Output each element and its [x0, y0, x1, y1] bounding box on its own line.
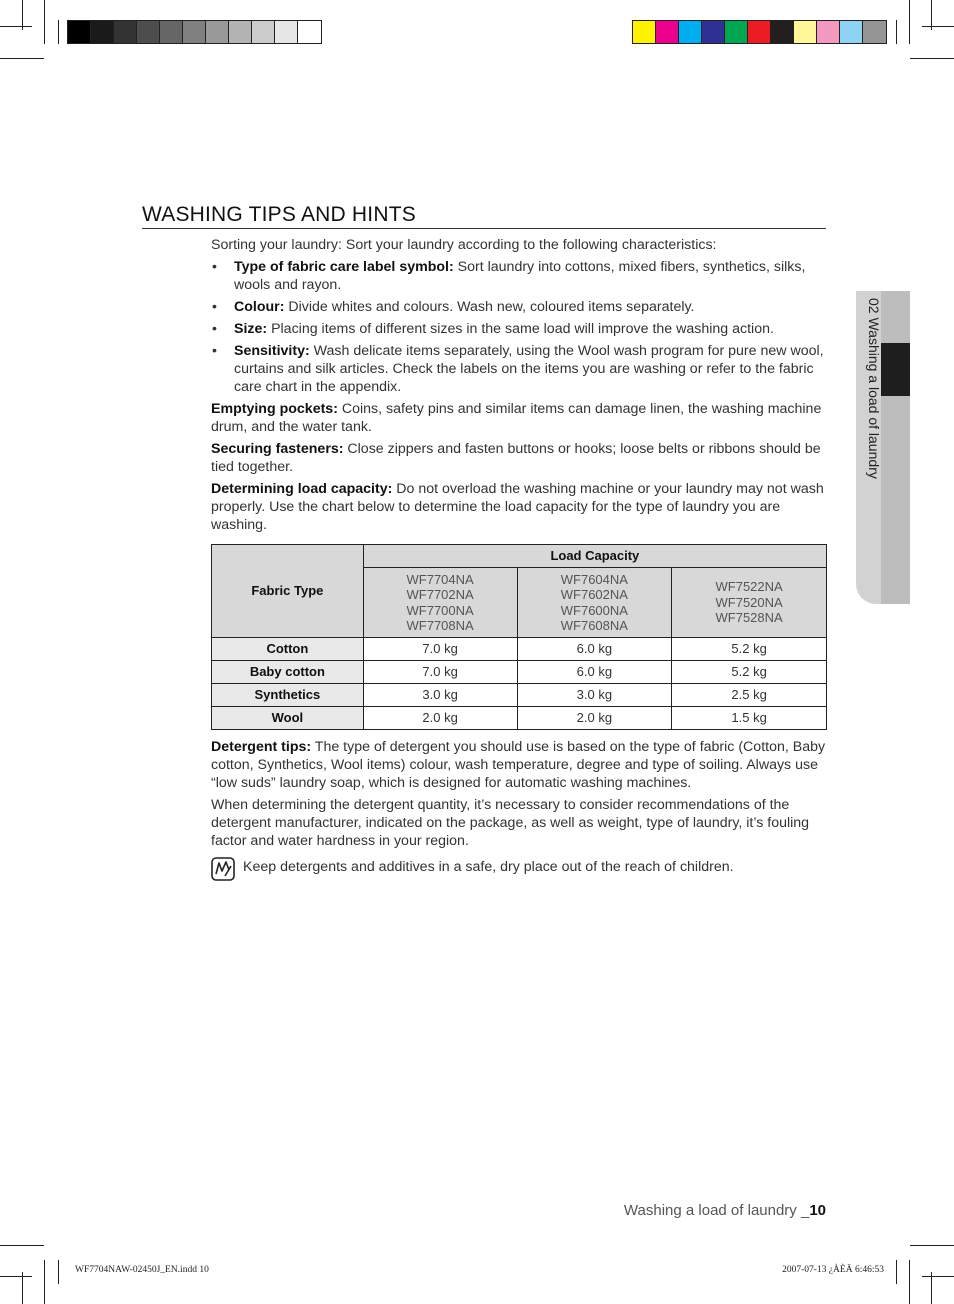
- load-capacity-header: Load Capacity: [363, 545, 826, 568]
- footer-text: Washing a load of laundry _: [623, 1202, 810, 1219]
- tip-paragraph: [211, 440, 829, 476]
- fabric-cell: Wool: [212, 707, 364, 730]
- crop-mark: [0, 26, 32, 27]
- crop-mark: [0, 1245, 44, 1246]
- slug-timestamp: 2007-07-13 ¿ÀÈÄ 6:46:53: [782, 1265, 884, 1275]
- crop-mark: [910, 58, 954, 59]
- gray-swatch: [68, 21, 91, 43]
- crop-mark: [0, 58, 44, 59]
- crop-mark: [896, 1260, 897, 1284]
- color-swatch: [817, 21, 840, 43]
- capacity-cell: 2.0 kg: [363, 707, 517, 730]
- bullet-dot: •: [212, 259, 217, 275]
- grayscale-color-bar: [67, 20, 322, 44]
- chapter-tab-marker: [881, 343, 910, 396]
- gray-swatch: [160, 21, 183, 43]
- tip-text: Do not overload the washing machine or your laundry may not wash properly. Use the chart below to determine the load capacity for the type of laundry you are washing.: [211, 481, 824, 533]
- capacity-cell: 7.0 kg: [363, 661, 517, 684]
- crop-mark: [931, 1272, 932, 1304]
- bullet-label: Size:: [234, 321, 268, 337]
- slug-file-info: WF7704NAW-02450J_EN.indd 10: [75, 1265, 209, 1275]
- load-capacity-table: [211, 544, 827, 730]
- model-group-cell: [517, 568, 672, 638]
- capacity-cell: 1.5 kg: [672, 707, 827, 730]
- chapter-tab-strip: [881, 291, 910, 604]
- sorting-list: [211, 258, 829, 396]
- detergent-tips-text: The type of detergent you should use is based on the type of fabric (Cotton, Baby cotton, Synthetics, Wool items) colour, wash temperature, degree and type of soiling. Always use “low suds” laundry soap, which is designed for automatic washing machines.: [211, 739, 826, 791]
- page-title: WASHING TIPS AND HINTS: [142, 203, 416, 226]
- color-swatch: [725, 21, 748, 43]
- crop-mark: [922, 26, 954, 27]
- capacity-cell: 3.0 kg: [363, 684, 517, 707]
- bullet-text: Divide whites and colours. Wash new, coloured items separately.: [284, 299, 695, 315]
- bullet-text: Placing items of different sizes in the same load will improve the washing action.: [267, 321, 774, 337]
- crop-mark: [931, 0, 932, 30]
- crop-mark: [58, 20, 59, 44]
- page-footer: [624, 1202, 826, 1219]
- model-number: WF7608NA: [560, 618, 628, 633]
- intro-text: Sorting your laundry: Sort your laundry according to the following characteristics:: [211, 237, 717, 253]
- bullet-dot: •: [212, 299, 217, 315]
- tip-paragraph: [211, 480, 829, 534]
- bullet-text: Sort laundry into cottons, mixed fibers, synthetics, silks, wools and rayon.: [234, 259, 806, 293]
- main-content: [211, 236, 829, 854]
- capacity-cell: 5.2 kg: [672, 638, 827, 661]
- crop-mark: [44, 0, 45, 44]
- model-number: WF7602NA: [560, 587, 628, 602]
- crop-mark: [22, 0, 23, 30]
- model-number: WF7708NA: [406, 618, 474, 633]
- table-row: [212, 638, 827, 661]
- model-number: WF7520NA: [715, 594, 783, 610]
- capacity-cell: 5.2 kg: [672, 661, 827, 684]
- tip-paragraph: [211, 400, 829, 436]
- color-swatch: [863, 21, 886, 43]
- fabric-cell: Baby cotton: [212, 661, 364, 684]
- model-number: WF7528NA: [715, 610, 783, 626]
- table-row: [212, 707, 827, 730]
- crop-mark: [922, 1276, 954, 1277]
- color-swatch: [633, 21, 656, 43]
- detergent-tips-label: Detergent tips:: [211, 739, 312, 755]
- gray-swatch: [206, 21, 229, 43]
- tips-paragraphs: [211, 400, 829, 534]
- crop-mark: [0, 1276, 32, 1277]
- capacity-cell: 2.5 kg: [672, 684, 827, 707]
- note-text: Keep detergents and additives in a safe, dry place out of the reach of children.: [243, 859, 734, 875]
- capacity-cell: 6.0 kg: [517, 638, 672, 661]
- gray-swatch: [137, 21, 160, 43]
- model-group-cell: [672, 568, 827, 638]
- detergent-tips: [211, 738, 829, 792]
- color-swatch: [679, 21, 702, 43]
- capacity-cell: 2.0 kg: [517, 707, 672, 730]
- gray-swatch: [91, 21, 114, 43]
- color-swatch: [656, 21, 679, 43]
- crop-mark: [909, 0, 910, 44]
- capacity-cell: 6.0 kg: [517, 661, 672, 684]
- tip-text: Close zippers and fasten buttons or hooks; loose belts or ribbons should be tied together.: [211, 441, 821, 475]
- sorting-list-item: [211, 320, 829, 338]
- sorting-list-item: [211, 298, 829, 316]
- fabric-type-header: Fabric Type: [212, 545, 364, 638]
- color-swatch: [748, 21, 771, 43]
- bullet-label: Type of fabric care label symbol:: [234, 259, 454, 275]
- gray-swatch: [298, 21, 321, 43]
- table-row: [212, 684, 827, 707]
- chapter-tab-label: 02 Washing a load of laundry: [866, 298, 882, 479]
- model-group-cell: [363, 568, 517, 638]
- gray-swatch: [183, 21, 206, 43]
- model-number: WF7600NA: [560, 602, 628, 618]
- fabric-cell: Cotton: [212, 638, 364, 661]
- bullet-label: Colour:: [234, 299, 285, 315]
- color-swatch: [840, 21, 863, 43]
- note-icon: [211, 857, 235, 881]
- color-swatch: [702, 21, 725, 43]
- capacity-cell: 3.0 kg: [517, 684, 672, 707]
- bullet-dot: •: [212, 343, 217, 359]
- crop-mark: [58, 1260, 59, 1284]
- tip-text: Coins, safety pins and similar items can damage linen, the washing machine drum, and the water tank.: [211, 401, 822, 435]
- fabric-cell: Synthetics: [212, 684, 364, 707]
- model-number: WF7522NA: [715, 579, 783, 595]
- crop-mark: [44, 1260, 45, 1304]
- table-body: [212, 638, 827, 730]
- crop-mark: [22, 1272, 23, 1304]
- model-number: WF7702NA: [406, 587, 474, 602]
- gray-swatch: [252, 21, 275, 43]
- bullet-dot: •: [212, 321, 217, 337]
- crop-mark: [909, 1260, 910, 1304]
- bullet-text: Wash delicate items separately, using the Wool wash program for pure new wool, curtains and silk articles. Check the labels on the items you are washing or refer to the fabric care chart in the appendix.: [234, 343, 824, 395]
- sorting-list-item: [211, 342, 829, 396]
- crop-mark: [910, 1245, 954, 1246]
- gray-swatch: [275, 21, 298, 43]
- crop-mark: [896, 20, 897, 44]
- page-number: 10: [809, 1202, 826, 1219]
- sorting-list-item: [211, 258, 829, 294]
- tip-label: Securing fasteners:: [211, 441, 344, 457]
- color-swatch: [771, 21, 794, 43]
- process-color-bar: [632, 20, 887, 44]
- tip-label: Determining load capacity:: [211, 481, 393, 497]
- model-number: WF7704NA: [406, 571, 474, 587]
- model-number: WF7700NA: [406, 602, 474, 618]
- model-number: WF7604NA: [560, 571, 628, 587]
- gray-swatch: [229, 21, 252, 43]
- color-swatch: [794, 21, 817, 43]
- tip-label: Emptying pockets:: [211, 401, 338, 417]
- table-row: [212, 661, 827, 684]
- detergent-quantity-text: When determining the detergent quantity, it’s necessary to consider recommendations of the detergent manufacturer, indicated on the package, as well as weight, type of laundry, it’s fouling factor and water hardness in your region.: [211, 797, 810, 849]
- title-underline: [142, 228, 826, 229]
- capacity-cell: 7.0 kg: [363, 638, 517, 661]
- bullet-label: Sensitivity:: [234, 343, 310, 359]
- gray-swatch: [114, 21, 137, 43]
